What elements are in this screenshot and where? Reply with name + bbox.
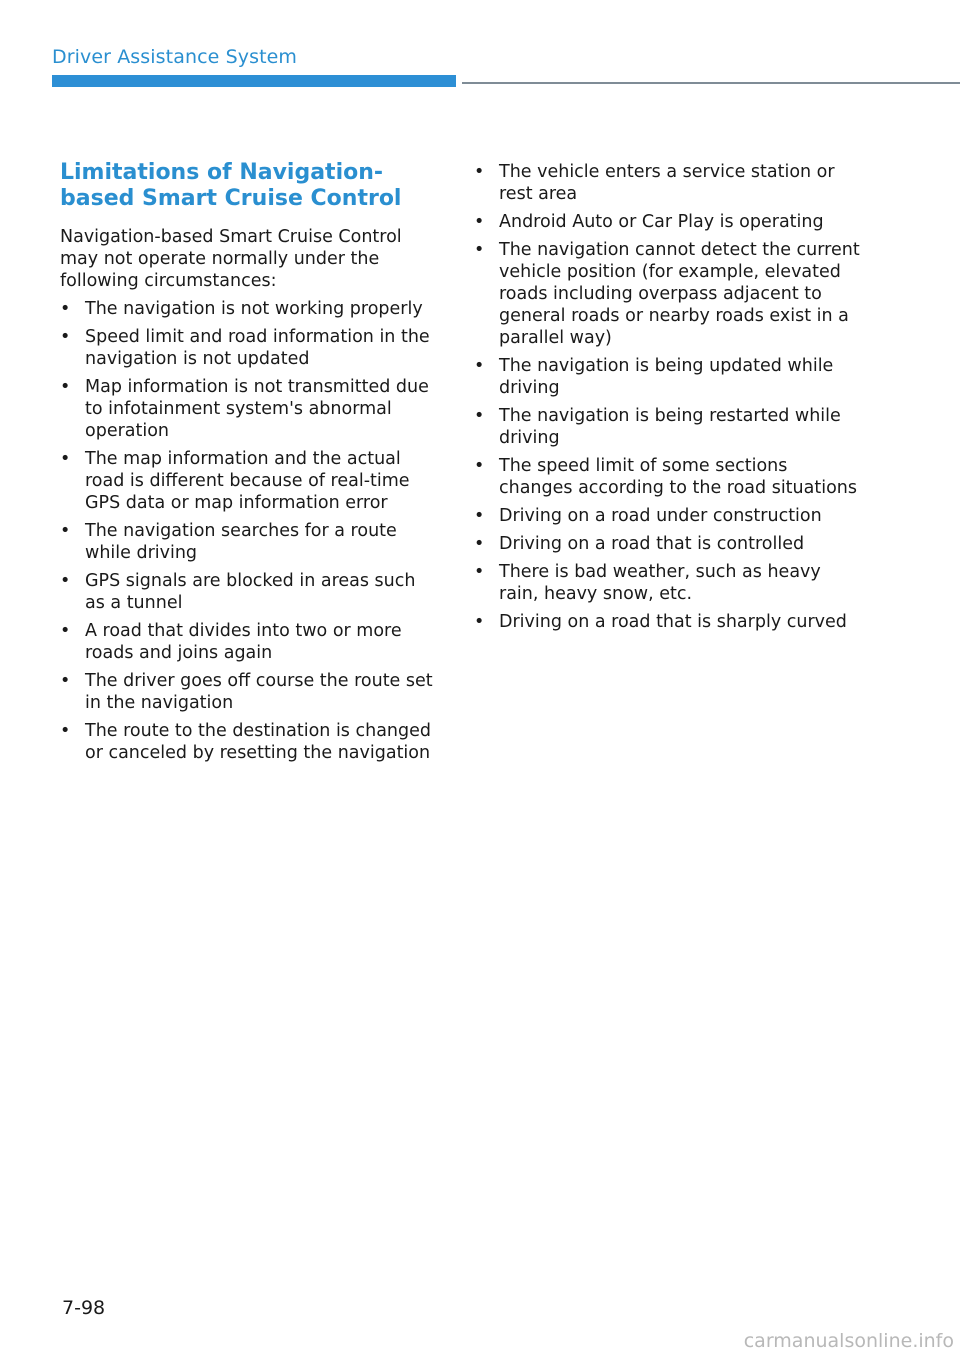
list-item (474, 405, 860, 449)
list-item-text: The vehicle enters a service station or rest area (499, 162, 835, 204)
bullet-icon: • (60, 571, 71, 591)
list-item-text: A road that divides into two or more roads and joins again (85, 621, 402, 663)
list-item-text: The driver goes off course the route set in the navigation (85, 671, 433, 713)
list-item-text: The speed limit of some sections changes according to the road situations (499, 456, 857, 498)
bullet-icon: • (474, 534, 485, 554)
watermark: carmanualsonline.info (743, 1330, 954, 1352)
bullet-icon: • (474, 506, 485, 526)
bullet-icon: • (474, 456, 485, 476)
running-header-title: Driver Assistance System (52, 46, 298, 68)
bullet-icon: • (474, 406, 485, 426)
list-item (60, 570, 438, 614)
list-item-text: Driving on a road that is sharply curved (499, 612, 847, 632)
list-item (474, 239, 860, 349)
bullet-icon: • (474, 240, 485, 260)
list-item (60, 720, 438, 764)
header-accent-bar (52, 75, 456, 87)
bullet-icon: • (474, 356, 485, 376)
header-rule (462, 82, 960, 84)
section-intro: Navigation-based Smart Cruise Control may not operate normally under the following circumstances: (60, 227, 402, 291)
list-item (474, 533, 860, 555)
list-item (60, 520, 438, 564)
list-item (60, 670, 438, 714)
bullet-icon: • (60, 671, 71, 691)
list-item (474, 611, 860, 633)
list-item-text: The navigation searches for a route while driving (85, 521, 397, 563)
list-item (474, 561, 860, 605)
bullet-icon: • (60, 377, 71, 397)
list-item (60, 620, 438, 664)
list-item (60, 376, 438, 442)
list-item (474, 355, 860, 399)
list-item-text: The navigation is being restarted while driving (499, 406, 841, 448)
list-item-text: The navigation is not working properly (85, 299, 423, 319)
list-item-text: GPS signals are blocked in areas such as a tunnel (85, 571, 416, 613)
right-column (474, 160, 860, 639)
bullet-icon: • (60, 449, 71, 469)
list-item-text: Driving on a road under construction (499, 506, 822, 526)
list-item-text: The navigation cannot detect the current vehicle position (for example, elevated roads including overpass adjacent to general roads or nearby roads exist in a parallel way) (499, 240, 860, 348)
list-item-text: Driving on a road that is controlled (499, 534, 805, 554)
left-column (60, 160, 438, 770)
list-item-text: There is bad weather, such as heavy rain, heavy snow, etc. (499, 562, 821, 604)
list-item (60, 326, 438, 370)
left-bullet-list (60, 298, 438, 764)
right-bullet-list (474, 161, 860, 633)
list-item (474, 455, 860, 499)
bullet-icon: • (474, 212, 485, 232)
list-item (474, 161, 860, 205)
page-number: 7-98 (62, 1297, 106, 1319)
list-item-text: Map information is not transmitted due to infotainment system's abnormal operation (85, 377, 429, 441)
bullet-icon: • (60, 721, 71, 741)
list-item (60, 448, 438, 514)
bullet-icon: • (474, 612, 485, 632)
list-item (474, 505, 860, 527)
bullet-icon: • (60, 621, 71, 641)
bullet-icon: • (60, 327, 71, 347)
list-item-text: The navigation is being updated while driving (499, 356, 834, 398)
section-title: Limitations of Navigation-based Smart Cruise Control (60, 160, 402, 211)
list-item-text: The route to the destination is changed or canceled by resetting the navigation (85, 721, 431, 763)
bullet-icon: • (474, 162, 485, 182)
list-item (474, 211, 860, 233)
list-item-text: Android Auto or Car Play is operating (499, 212, 824, 232)
bullet-icon: • (60, 521, 71, 541)
list-item (60, 298, 438, 320)
bullet-icon: • (60, 299, 71, 319)
list-item-text: The map information and the actual road is different because of real-time GPS data or map information error (85, 449, 410, 513)
bullet-icon: • (474, 562, 485, 582)
list-item-text: Speed limit and road information in the navigation is not updated (85, 327, 430, 369)
